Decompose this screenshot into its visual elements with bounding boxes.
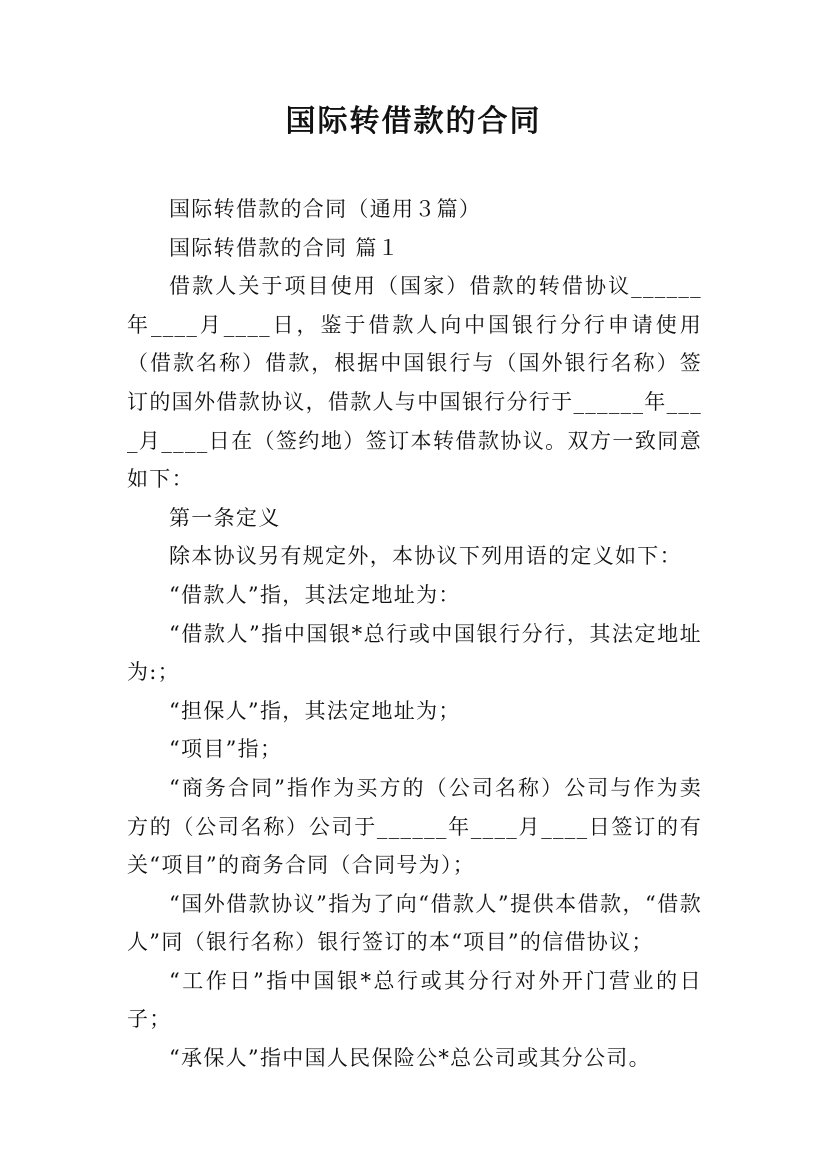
paragraph: 借款人关于项目使用（国家）借款的转借协议______年____月____日，鉴于借款人向中国银行分行申请使用（借款名称）借款，根据中国银行与（国外银行名称）签订的国外借款协议，借款人与中国银行分行于______年____月____日在（签约地）签订本转借款协议。双方一致同意如下： xyxy=(127,274,702,492)
paragraph: “国外借款协议”指为了向“借款人”提供本借款，“借款人”同（银行名称）银行签订的本“项目”的信借协议； xyxy=(127,891,702,955)
paragraph: “项目”指； xyxy=(169,737,283,762)
paragraph: 国际转借款的合同（通用３篇） xyxy=(169,197,482,221)
paragraph: 第一条定义 xyxy=(169,505,281,530)
paragraph: “承保人”指中国人民保险公*总公司或其分公司。 xyxy=(169,1046,651,1071)
document-body xyxy=(127,190,702,1078)
paragraph: “担保人”指，其法定地址为； xyxy=(169,698,461,723)
document-title: 国际转借款的合同 xyxy=(285,104,542,139)
paragraph: “商务合同”指作为买方的（公司名称）公司与作为卖方的（公司名称）公司于______年____月____日签订的有关“项目”的商务合同（合同号为）； xyxy=(127,775,702,878)
paragraph: 除本协议另有规定外，本协议下列用语的定义如下： xyxy=(169,544,682,569)
paragraph: 国际转借款的合同 篇１ xyxy=(169,235,400,260)
paragraph: “借款人”指，其法定地址为： xyxy=(169,582,461,607)
paragraph: “借款人”指中国银*总行或中国银行分行，其法定地址为:； xyxy=(127,621,702,685)
paragraph: “工作日”指中国银*总行或其分行对外开门营业的日子； xyxy=(127,968,702,1032)
